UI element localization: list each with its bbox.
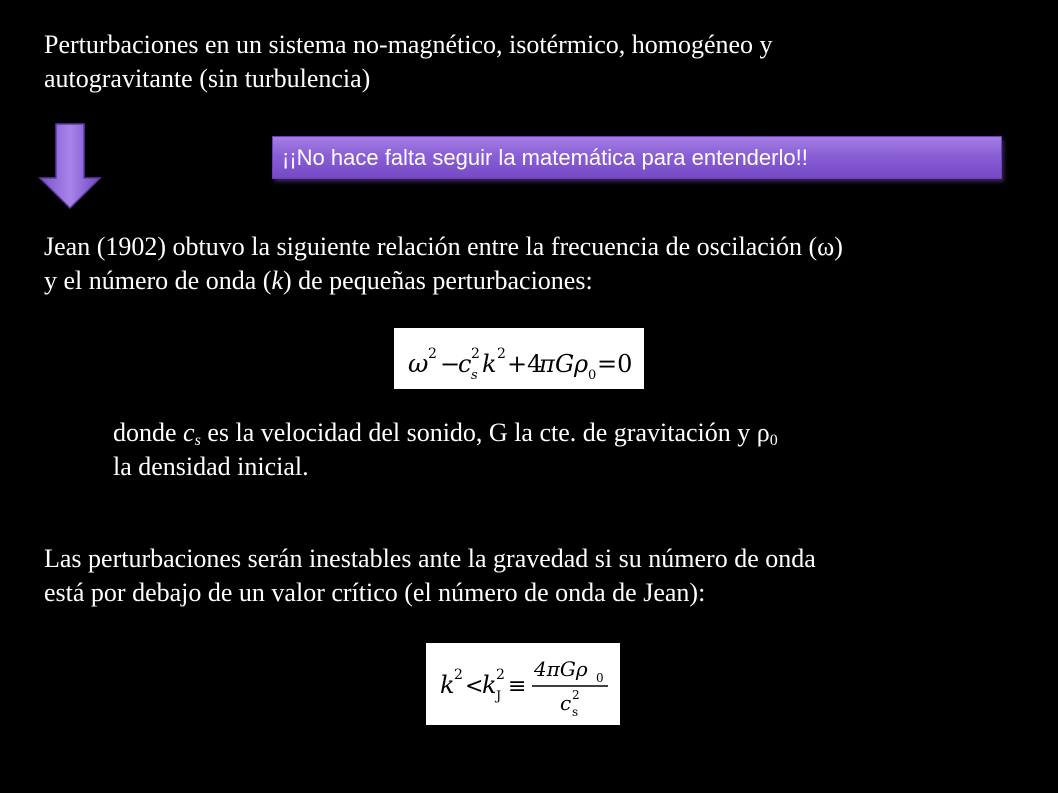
donde-text-mid: es la velocidad del sonido, G la cte. de gravitación y	[200, 418, 757, 447]
eq1-minus: −	[440, 350, 461, 378]
eq1-equals-zero: =0	[597, 350, 633, 378]
callout-text: ¡¡No hace falta seguir la matemática para entenderlo!!	[282, 145, 808, 170]
eq2-k: k	[440, 671, 455, 699]
eq2-den-exp: 2	[572, 688, 580, 702]
jean-text-2-end: ) de pequeñas perturbaciones:	[282, 266, 593, 295]
dispersion-equation-image	[394, 328, 644, 389]
eq2-exp2: 2	[496, 667, 505, 683]
eq1-omega: ω	[408, 349, 429, 378]
jean-line-2	[44, 264, 843, 298]
callout-box	[272, 136, 1002, 179]
eq1-k: k	[482, 350, 497, 378]
dispersion-equation	[394, 328, 644, 389]
eq2-exp1: 2	[454, 667, 463, 683]
donde-paragraph	[113, 416, 778, 484]
donde-line-2: la densidad inicial.	[113, 452, 309, 481]
jean-text-end: )	[834, 232, 843, 261]
jean-line-1	[44, 230, 843, 264]
s-subscript: s	[194, 432, 201, 449]
eq1-rho: ρ	[574, 350, 589, 378]
donde-line-1	[113, 416, 778, 450]
eq1-pi: π	[539, 350, 555, 378]
jean-paragraph	[44, 230, 843, 298]
eq1-plus4: +4	[507, 350, 543, 378]
slide-title	[44, 28, 773, 96]
jeans-criterion-image	[426, 643, 620, 725]
eq2-k2: k	[482, 671, 497, 699]
jean-text: Jean (1902) obtuvo la siguiente relación entre la frecuencia de oscilación (	[44, 232, 818, 261]
eq2-c: c	[560, 691, 572, 715]
eq2-den-sub-s: s	[572, 705, 579, 719]
title-line-1: Perturbaciones en un sistema no-magnético, isotérmico, homogéneo y	[44, 30, 773, 59]
arrow-down-icon	[38, 122, 102, 210]
las-line-1: Las perturbaciones serán inestables ante la gravedad si su número de onda	[44, 544, 816, 573]
jean-text-2: y el número de onda (	[44, 266, 272, 295]
eq2-lt: <	[465, 674, 484, 699]
jeans-criterion-equation	[426, 643, 620, 725]
eq1-c: c	[458, 350, 472, 378]
las-paragraph	[44, 542, 816, 610]
eq1-sub0: 0	[588, 368, 597, 383]
eq1-exp2: 2	[471, 346, 480, 362]
omega-symbol: ω	[817, 232, 835, 261]
las-line-2: está por debajo de un valor crítico (el número de onda de Jean):	[44, 578, 706, 607]
eq1-G: G	[555, 350, 575, 378]
zero-subscript: 0	[769, 432, 778, 449]
k-symbol: k	[271, 266, 283, 295]
eq2-num-sub0: 0	[596, 671, 604, 685]
eq1-exp1: 2	[428, 346, 437, 362]
donde-text: donde	[113, 418, 184, 447]
eq1-s: s	[471, 368, 478, 383]
rho-symbol: ρ	[756, 418, 770, 447]
c-symbol: c	[183, 418, 195, 447]
eq2-numerator: 4πGρ	[534, 657, 588, 681]
eq1-exp3: 2	[497, 346, 506, 362]
eq2-equiv: ≡	[508, 674, 527, 699]
eq2-subJ: J	[496, 689, 502, 704]
title-line-2: autogravitante (sin turbulencia)	[44, 64, 371, 93]
